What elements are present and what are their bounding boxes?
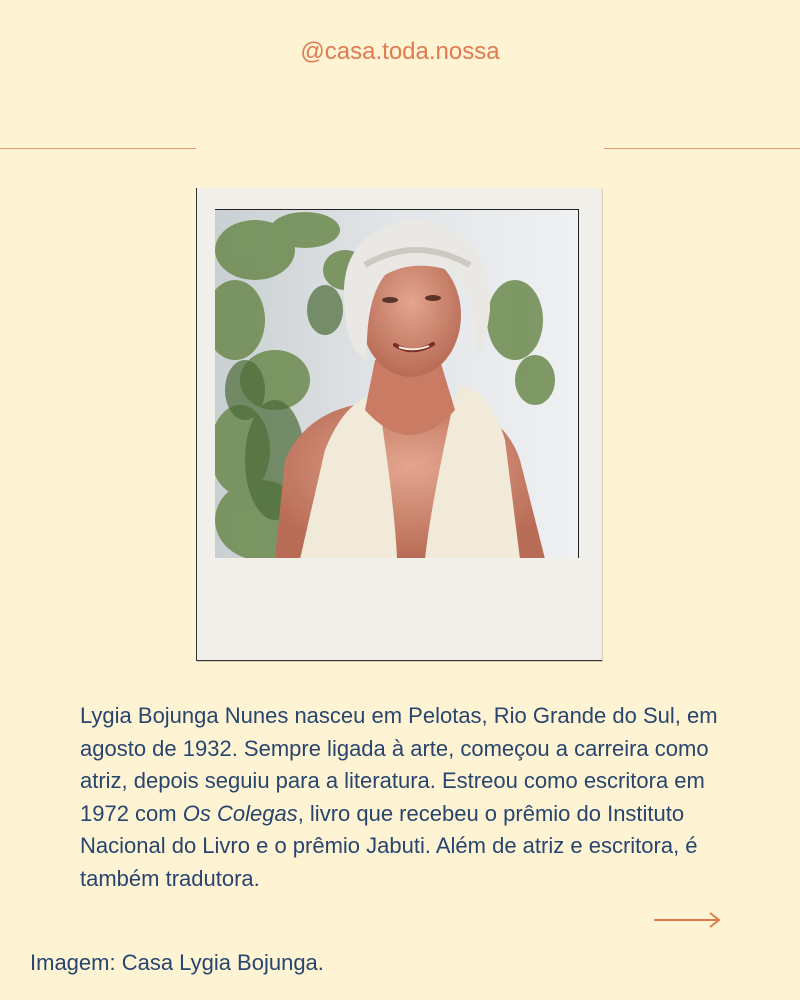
divider-right bbox=[604, 148, 800, 149]
divider-left bbox=[0, 148, 196, 149]
bio-part-1: Lygia Bojunga Nunes nasceu em Pelotas, Rio Grande do Sul, em agosto de 1932. Sempre ligada à arte, começou a carreira como atriz, depois seguiu para a literatura. Estreou como escritora em 1972 com bbox=[80, 703, 718, 826]
image-credit: Imagem: Casa Lygia Bojunga. bbox=[30, 950, 324, 975]
bio-part-2: , livro que recebeu o prêmio do Instituto Nacional do Livro e o prêmio Jabuti. Além de atriz e escritora, é também tradutora. bbox=[80, 800, 698, 891]
polaroid-frame bbox=[196, 188, 602, 661]
biography-text bbox=[80, 700, 740, 895]
portrait-photo bbox=[215, 209, 579, 558]
book-title: Os Colegas bbox=[182, 800, 298, 826]
instagram-handle: @casa.toda.nossa bbox=[300, 38, 500, 65]
arrow-right-icon[interactable] bbox=[654, 910, 722, 935]
